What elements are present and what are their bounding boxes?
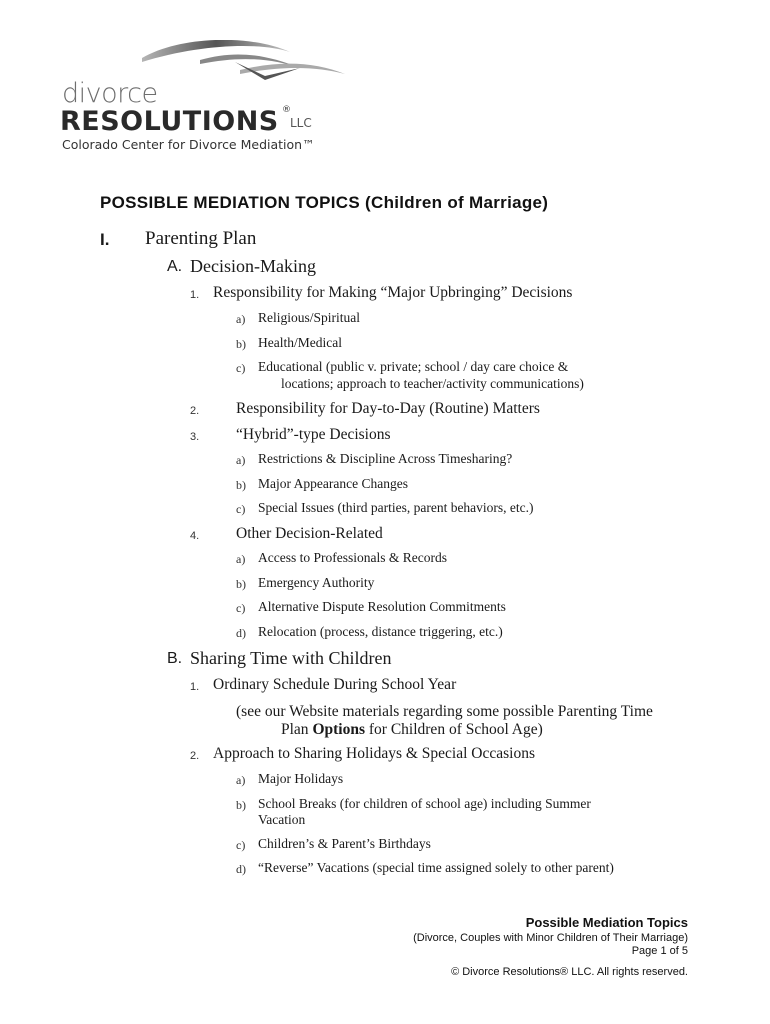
subitem-letter: a) [236, 773, 246, 787]
item-text: Ordinary Schedule During School Year [213, 676, 457, 693]
subitem-text: Alternative Dispute Resolution Commitments [258, 599, 506, 614]
logo-word-divorce: divorce [62, 78, 158, 109]
footer-title: Possible Mediation Topics [525, 915, 688, 930]
subsection-letter: B. [167, 650, 183, 667]
subitem-text-continued: Vacation [258, 812, 306, 827]
section-number: I. [100, 230, 110, 249]
item-number: 1. [190, 289, 200, 301]
subitem-letter: b) [236, 577, 246, 591]
subitem-text: School Breaks (for children of school age) including Summer [258, 796, 591, 811]
item-text: Approach to Sharing Holidays & Special Occasions [213, 745, 535, 762]
subitem-text: Special Issues (third parties, parent behaviors, etc.) [258, 500, 534, 515]
item-text: “Hybrid”-type Decisions [236, 426, 391, 443]
company-logo [60, 40, 330, 160]
subitem-text: Health/Medical [258, 335, 342, 350]
swoosh-icon [140, 40, 350, 90]
subitem-letter: a) [236, 453, 246, 467]
subitem-text: “Reverse” Vacations (special time assigned solely to other parent) [258, 860, 614, 875]
subitem-letter: c) [236, 361, 246, 375]
logo-tagline: Colorado Center for Divorce Mediation™ [62, 137, 315, 152]
item-number: 2. [190, 405, 200, 417]
item-note: (see our Website materials regarding some possible Parenting Time [236, 703, 653, 720]
subitem-text: Children’s & Parent’s Birthdays [258, 836, 431, 851]
subitem-text: Major Holidays [258, 771, 344, 786]
footer-subtitle: (Divorce, Couples with Minor Children of Their Marriage) [413, 932, 688, 944]
item-number: 3. [190, 431, 200, 443]
subitem-letter: c) [236, 838, 246, 852]
subitem-letter: a) [236, 552, 246, 566]
page-number: Page 1 of 5 [631, 945, 688, 957]
subitem-text-continued: locations; approach to teacher/activity communications) [281, 376, 584, 391]
item-number: 2. [190, 750, 200, 762]
subitem-text: Restrictions & Discipline Across Timesharing? [258, 451, 513, 466]
subitem-letter: b) [236, 798, 246, 812]
copyright-notice: © Divorce Resolutions® LLC. All rights reserved. [451, 966, 688, 978]
item-text: Other Decision-Related [236, 525, 383, 542]
subitem-letter: a) [236, 312, 246, 326]
subitem-letter: c) [236, 601, 246, 615]
item-note-continued: Plan Options for Children of School Age) [281, 721, 543, 738]
item-text: Responsibility for Day-to-Day (Routine) Matters [236, 400, 540, 417]
document-title: POSSIBLE MEDIATION TOPICS (Children of Marriage) [100, 193, 549, 212]
subitem-text: Relocation (process, distance triggering, etc.) [258, 624, 503, 639]
subsection-title: Decision-Making [190, 256, 316, 276]
logo-word-resolutions: RESOLUTIONS [60, 106, 279, 137]
subsection-title: Sharing Time with Children [190, 648, 392, 668]
subitem-letter: b) [236, 337, 246, 351]
subitem-text: Emergency Authority [258, 575, 375, 590]
subitem-letter: b) [236, 478, 246, 492]
section-title: Parenting Plan [145, 228, 257, 249]
subitem-text: Access to Professionals & Records [258, 550, 447, 565]
logo-registered-mark: ® [282, 105, 291, 115]
item-number: 4. [190, 530, 200, 542]
options-emphasis: Options [312, 721, 365, 738]
subitem-text: Religious/Spiritual [258, 310, 361, 325]
subitem-letter: d) [236, 862, 246, 876]
subitem-letter: d) [236, 626, 246, 640]
item-text: Responsibility for Making “Major Upbringing” Decisions [213, 284, 573, 301]
subsection-letter: A. [167, 258, 183, 275]
logo-llc: LLC [290, 116, 312, 130]
item-number: 1. [190, 681, 200, 693]
subitem-text: Major Appearance Changes [258, 476, 408, 491]
subitem-letter: c) [236, 502, 246, 516]
subitem-text: Educational (public v. private; school / day care choice & [258, 359, 569, 374]
